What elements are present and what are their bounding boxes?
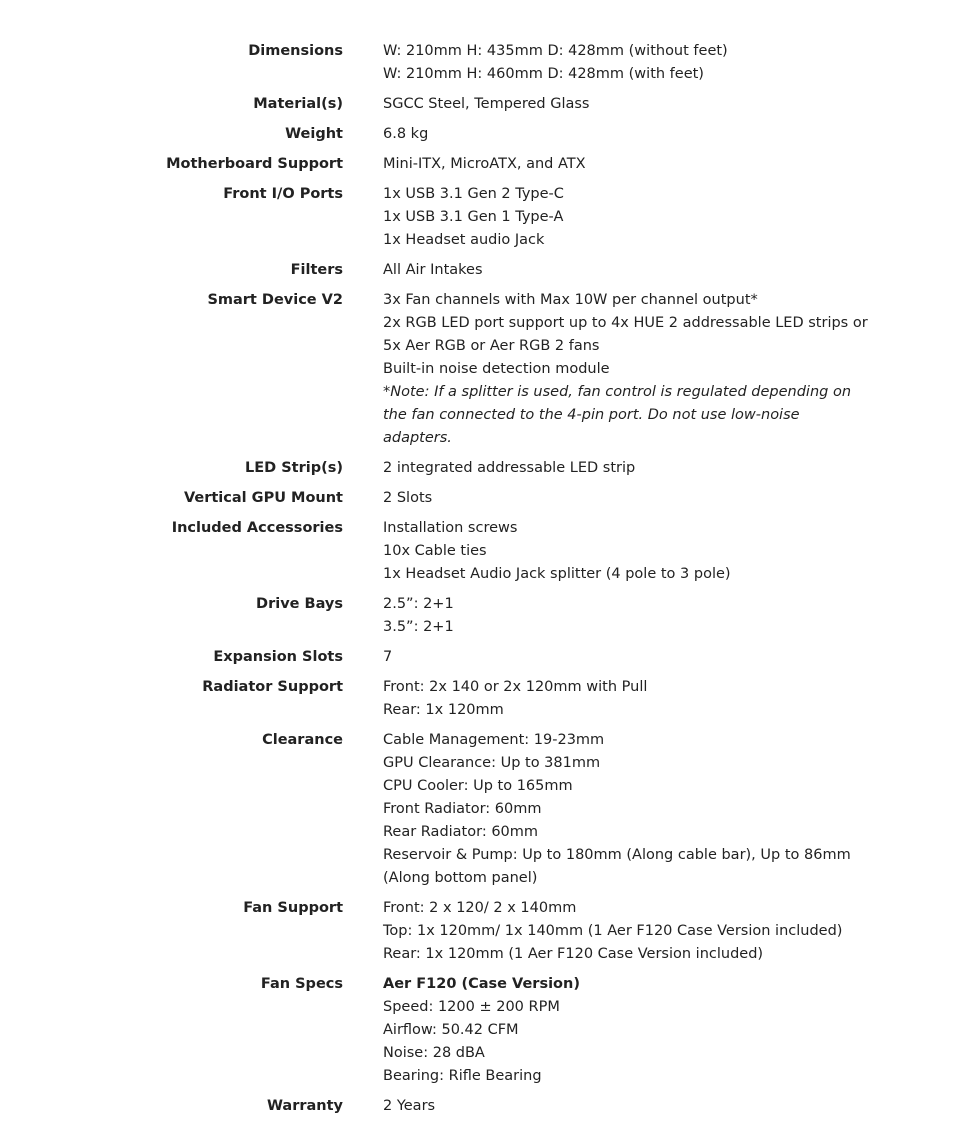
spec-value-line: Bearing: Rifle Bearing <box>383 1068 542 1084</box>
spec-value-line: 2 Years <box>383 1098 436 1114</box>
spec-row <box>0 517 960 586</box>
spec-row <box>0 1095 960 1118</box>
spec-value-line: Top: 1x 120mm/ 1x 140mm (1 Aer F120 Case Version included) <box>383 923 843 939</box>
spec-value-line: GPU Clearance: Up to 381mm <box>383 755 601 771</box>
spec-row <box>0 897 960 966</box>
spec-value-line: Airflow: 50.42 CFM <box>383 1022 519 1038</box>
spec-values <box>383 517 873 586</box>
spec-values <box>383 729 873 890</box>
spec-values <box>383 593 873 639</box>
spec-values <box>383 457 873 480</box>
spec-values <box>383 973 873 1088</box>
spec-row <box>0 457 960 480</box>
spec-label: Filters <box>290 262 343 278</box>
spec-row <box>0 676 960 722</box>
spec-value-line: Rear: 1x 120mm <box>383 702 504 718</box>
spec-label: Radiator Support <box>202 679 343 695</box>
spec-label: Expansion Slots <box>213 649 343 665</box>
spec-values <box>383 897 873 966</box>
spec-value-line: 3.5”: 2+1 <box>383 619 454 635</box>
spec-row <box>0 259 960 282</box>
spec-value-line: Mini-ITX, MicroATX, and ATX <box>383 156 586 172</box>
spec-value-line: CPU Cooler: Up to 165mm <box>383 778 573 794</box>
spec-value-line: 2x RGB LED port support up to 4x HUE 2 addressable LED strips or 5x Aer RGB or Aer RGB 2 fans <box>383 315 868 354</box>
spec-value-line: Front: 2x 140 or 2x 120mm with Pull <box>383 679 648 695</box>
spec-label: Included Accessories <box>171 520 343 536</box>
spec-value-line: *Note: If a splitter is used, fan control is regulated depending on the fan connected to the 4-pin port. Do not use low-noise adapters. <box>383 384 852 446</box>
spec-row <box>0 973 960 1088</box>
spec-value-line: 1x USB 3.1 Gen 2 Type-C <box>383 186 564 202</box>
spec-row <box>0 183 960 252</box>
spec-label: Warranty <box>266 1098 343 1114</box>
spec-value-line: Speed: 1200 ± 200 RPM <box>383 999 560 1015</box>
spec-value-line: 7 <box>383 649 393 665</box>
spec-value-line: Built-in noise detection module <box>383 361 610 377</box>
spec-label: Vertical GPU Mount <box>183 490 343 506</box>
spec-value-line: 6.8 kg <box>383 126 429 142</box>
spec-values <box>383 487 873 510</box>
spec-value-line: 2 Slots <box>383 490 433 506</box>
spec-values <box>383 153 873 176</box>
spec-value-line: Rear Radiator: 60mm <box>383 824 539 840</box>
spec-value-line: Reservoir & Pump: Up to 180mm (Along cable bar), Up to 86mm (Along bottom panel) <box>383 847 851 886</box>
spec-row <box>0 593 960 639</box>
spec-label: Dimensions <box>248 43 343 59</box>
spec-values <box>383 123 873 146</box>
spec-row <box>0 487 960 510</box>
spec-row <box>0 40 960 86</box>
spec-label: Fan Specs <box>260 976 343 992</box>
spec-values <box>383 40 873 86</box>
spec-value-line: SGCC Steel, Tempered Glass <box>383 96 590 112</box>
spec-values <box>383 93 873 116</box>
spec-row <box>0 729 960 890</box>
spec-row <box>0 153 960 176</box>
spec-value-line: 1x Headset audio Jack <box>383 232 545 248</box>
spec-values <box>383 646 873 669</box>
spec-values <box>383 183 873 252</box>
spec-row <box>0 646 960 669</box>
spec-values <box>383 676 873 722</box>
spec-value-line: Noise: 28 dBA <box>383 1045 485 1061</box>
spec-values <box>383 259 873 282</box>
spec-row <box>0 123 960 146</box>
spec-values <box>383 289 873 450</box>
spec-value-line: Rear: 1x 120mm (1 Aer F120 Case Version included) <box>383 946 764 962</box>
spec-value-line: 3x Fan channels with Max 10W per channel output* <box>383 292 758 308</box>
spec-value-line: 10x Cable ties <box>383 543 487 559</box>
spec-value-line: Cable Management: 19-23mm <box>383 732 605 748</box>
spec-row <box>0 289 960 450</box>
spec-value-line: All Air Intakes <box>383 262 483 278</box>
spec-value-line: 1x Headset Audio Jack splitter (4 pole to 3 pole) <box>383 566 731 582</box>
spec-row <box>0 93 960 116</box>
spec-label: Smart Device V2 <box>207 292 343 308</box>
spec-value-line: W: 210mm H: 435mm D: 428mm (without feet) <box>383 43 728 59</box>
spec-value-line: W: 210mm H: 460mm D: 428mm (with feet) <box>383 66 704 82</box>
spec-label: LED Strip(s) <box>245 460 343 476</box>
spec-value-line: 1x USB 3.1 Gen 1 Type-A <box>383 209 564 225</box>
spec-label: Weight <box>285 126 343 142</box>
spec-value-line: Installation screws <box>383 520 518 536</box>
spec-label: Front I/O Ports <box>223 186 343 202</box>
spec-value-line: Aer F120 (Case Version) <box>383 976 580 992</box>
spec-value-line: Front Radiator: 60mm <box>383 801 542 817</box>
spec-label: Fan Support <box>243 900 343 916</box>
spec-values <box>383 1095 873 1118</box>
spec-label: Motherboard Support <box>166 156 343 172</box>
spec-label: Material(s) <box>253 96 343 112</box>
spec-label: Drive Bays <box>256 596 343 612</box>
spec-label: Clearance <box>262 732 343 748</box>
spec-value-line: 2 integrated addressable LED strip <box>383 460 636 476</box>
spec-value-line: 2.5”: 2+1 <box>383 596 454 612</box>
spec-value-line: Front: 2 x 120/ 2 x 140mm <box>383 900 577 916</box>
